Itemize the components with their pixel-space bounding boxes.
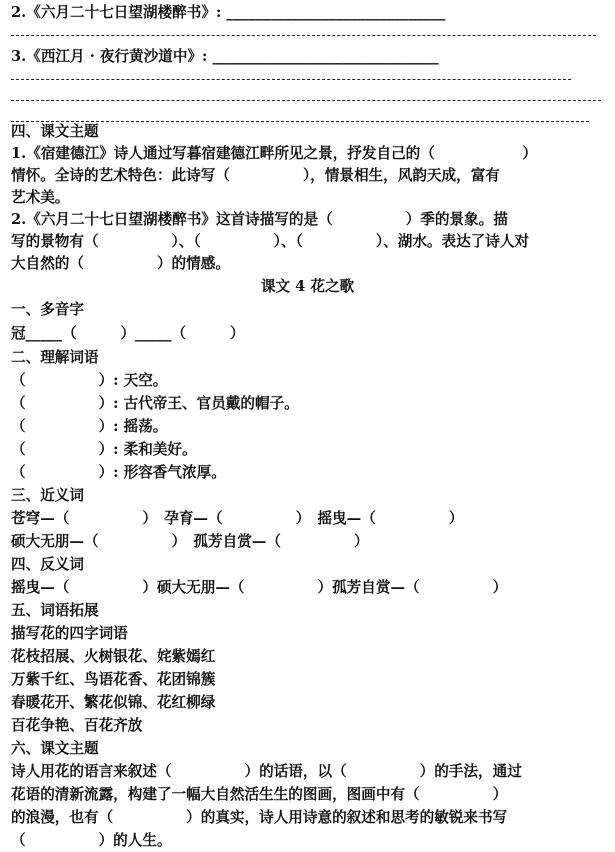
list-item: 春暖花开、繁花似锦、花红柳绿 xyxy=(11,694,216,711)
answer-line xyxy=(11,100,601,101)
answer-line xyxy=(11,79,571,80)
list-item: （ ）: 摇荡。 xyxy=(11,418,168,435)
question-text: 的浪漫，也有（ ）的真实，诗人用诗意的叙述和思考的敏锐来书写 xyxy=(11,809,508,826)
question-text: 硕大无朋—（ ） 孤芳自赏—（ ） xyxy=(11,533,369,550)
lesson-title: 课文 4 花之歌 xyxy=(260,278,355,295)
question-text: 1.《宿建德江》诗人通过写暮宿建德江畔所见之景，抒发自己的（ ） xyxy=(11,145,538,162)
question-text: 写的景物有（ ）、（ ）、（ ）、湖水。表达了诗人对 xyxy=(11,233,530,250)
section-title: 四、反义词 xyxy=(11,556,84,573)
question-text: 情怀。全诗的艺术特色：此诗写（ ），情景相生，风韵天成，富有 xyxy=(11,167,500,184)
question-text: （ ）的人生。 xyxy=(11,832,172,849)
list-item: 万紫千红、鸟语花香、花团锦簇 xyxy=(11,671,216,688)
answer-line xyxy=(11,35,596,36)
list-item: 花枝招展、火树银花、姹紫嫣红 xyxy=(11,648,216,665)
question-text: 苍穹—（ ） 孕育—（ ） 摇曳—（ ） xyxy=(11,510,464,527)
question-text: 花语的清新流露，构建了一幅大自然活生生的图画，图画中有（ ） xyxy=(11,786,508,803)
q2-heading: 2.《六月二十七日望湖楼醉书》: ______________________________ xyxy=(11,4,446,21)
list-item: （ ）: 柔和美好。 xyxy=(11,441,197,458)
question-text: 摇曳—（ ）硕大无朋—（ ）孤芳自赏—（ ） xyxy=(11,579,508,596)
list-item: （ ）: 天空。 xyxy=(11,372,168,389)
question-text: 艺术美。 xyxy=(11,189,70,206)
question-text: 大自然的（ ）的情感。 xyxy=(11,255,230,272)
section-title: 四、课文主题 xyxy=(11,123,99,140)
list-item: 描写花的四字词语 xyxy=(11,625,128,642)
q3-heading: 3.《西江月 · 夜行黄沙道中》: _______________________________ xyxy=(11,48,439,65)
section-title: 六、课文主题 xyxy=(11,740,99,757)
list-item: 百花争艳、百花齐放 xyxy=(11,717,143,734)
list-item: （ ）: 形容香气浓厚。 xyxy=(11,464,226,481)
section-title: 二、理解词语 xyxy=(11,349,99,366)
question-text: 2.《六月二十七日望湖楼醉书》这首诗描写的是（ ）季的景象。描 xyxy=(11,211,508,228)
section-title: 三、近义词 xyxy=(11,487,84,504)
question-text: 冠_____（ ）_____（ ） xyxy=(11,325,245,342)
section-title: 一、多音字 xyxy=(11,301,84,318)
question-text: 诗人用花的语言来叙述（ ）的话语，以（ ）的手法，通过 xyxy=(11,763,522,780)
section-title: 五、词语拓展 xyxy=(11,602,99,619)
list-item: （ ）: 古代帝王、官员戴的帽子。 xyxy=(11,395,299,412)
